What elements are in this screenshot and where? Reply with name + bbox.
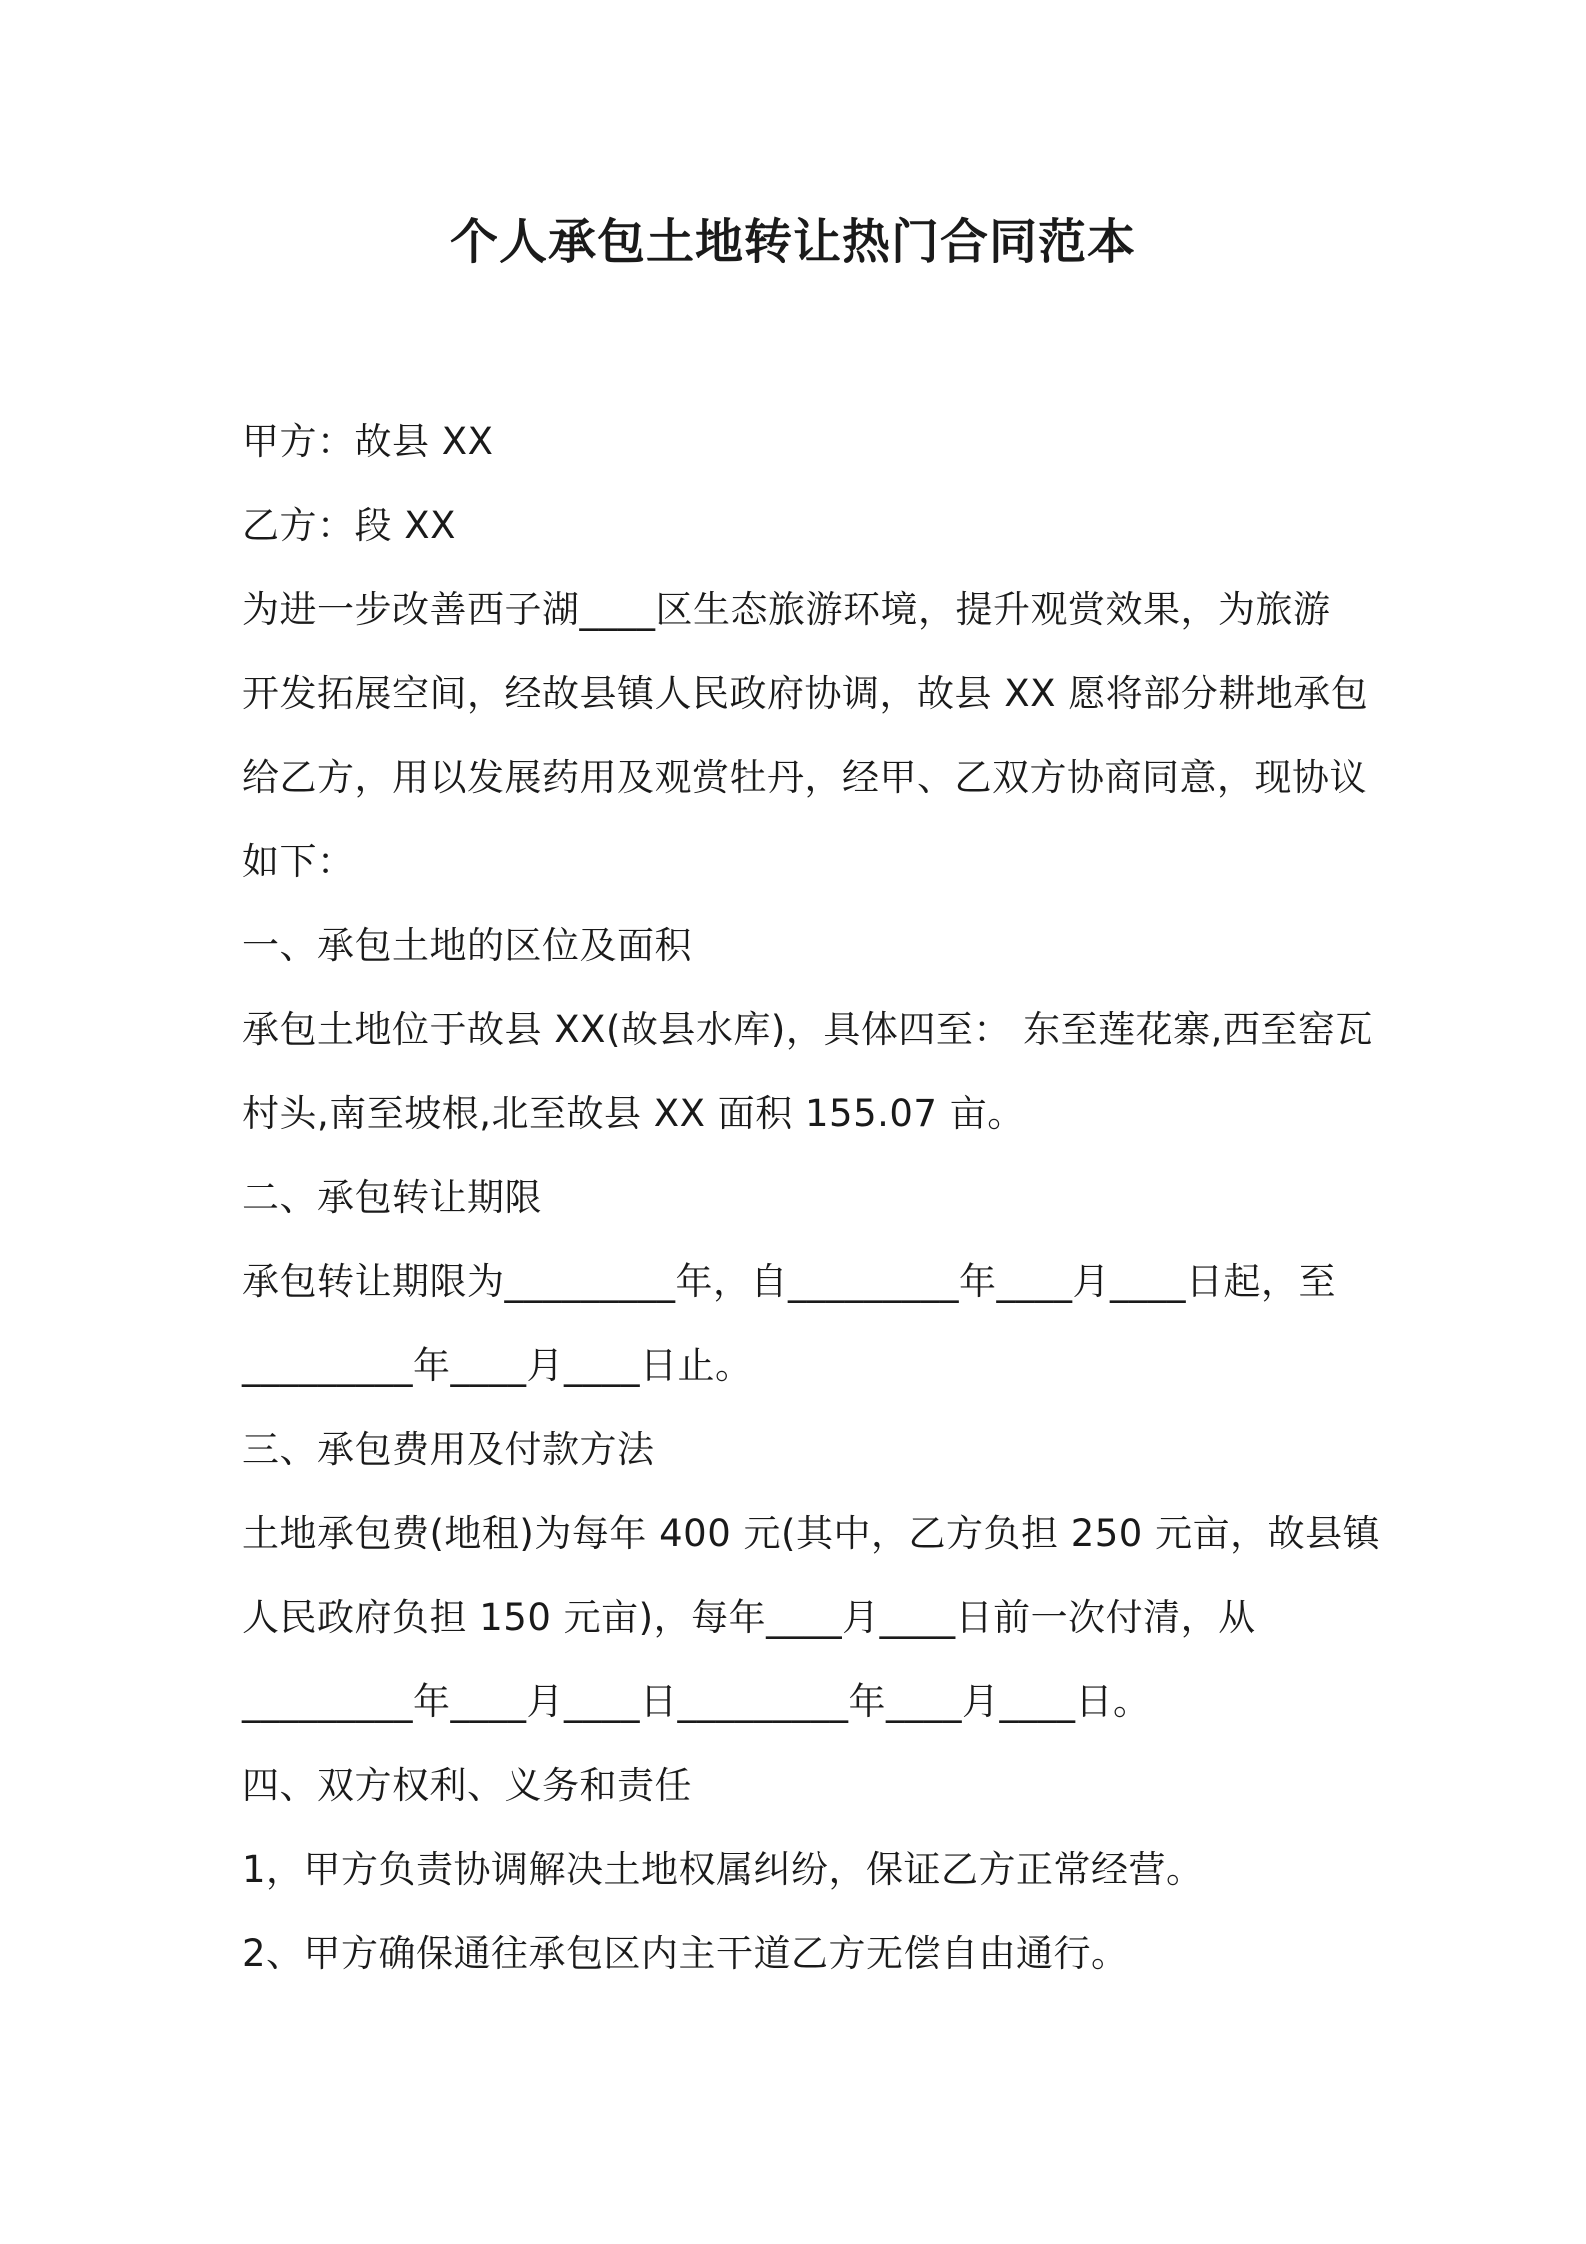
- section-2-line-2: _________年____月____日止。: [242, 1344, 753, 1387]
- section-3-line-2: 人民政府负担 150 元亩)，每年____月____日前一次付清，从: [242, 1596, 1256, 1639]
- party-b-line: 乙方：段 XX: [242, 504, 456, 547]
- section-1-line-2: 村头,南至坡根,北至故县 XX 面积 155.07 亩。: [242, 1092, 1025, 1135]
- preamble-line-4: 如下：: [242, 840, 355, 883]
- document-body: [242, 400, 1381, 1996]
- preamble-line-2: 开发拓展空间，经故县镇人民政府协调，故县 XX 愿将部分耕地承包: [242, 672, 1369, 715]
- party-a-line: 甲方：故县 XX: [242, 420, 494, 463]
- preamble-line-3: 给乙方，用以发展药用及观赏牡丹，经甲、乙双方协商同意，现协议: [242, 756, 1367, 799]
- section-1-line-1: 承包土地位于故县 XX(故县水库)，具体四至： 东至莲花寨,西至窑瓦: [242, 1008, 1373, 1051]
- section-3-line-3: _________年____月____日_________年____月____日。: [242, 1680, 1151, 1723]
- section-4-item-2: 2、甲方确保通往承包区内主干道乙方无偿自由通行。: [242, 1932, 1129, 1975]
- section-4-heading: 四、双方权利、义务和责任: [242, 1764, 692, 1807]
- section-1-heading: 一、承包土地的区位及面积: [242, 924, 692, 967]
- section-2-heading: 二、承包转让期限: [242, 1176, 542, 1219]
- section-4-item-1: 1，甲方负责协调解决土地权属纠纷，保证乙方正常经营。: [242, 1848, 1204, 1891]
- preamble-line-1: 为进一步改善西子湖____区生态旅游环境，提升观赏效果，为旅游: [242, 588, 1331, 631]
- section-3-heading: 三、承包费用及付款方法: [242, 1428, 655, 1471]
- document-title: 个人承包土地转让热门合同范本: [449, 214, 1136, 270]
- section-2-line-1: 承包转让期限为_________年，自_________年____月____日起，至: [242, 1260, 1336, 1303]
- section-3-line-1: 土地承包费(地租)为每年 400 元(其中，乙方负担 250 元亩，故县镇: [242, 1512, 1381, 1555]
